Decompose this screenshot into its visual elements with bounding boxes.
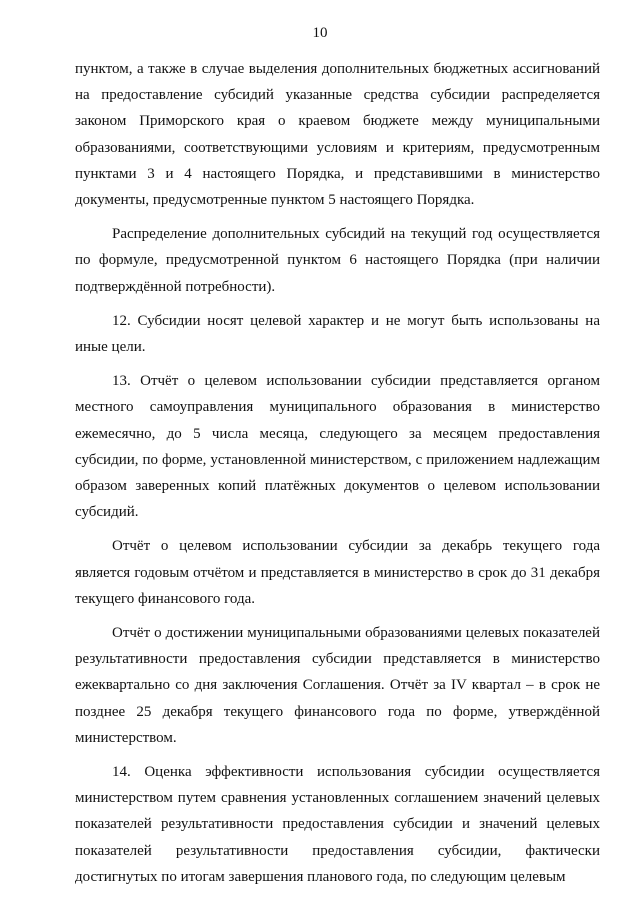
paragraph-annual-report: Отчёт о целевом использовании субсидии за декабрь текущего года является годовым отчётом и представляется в министерство в срок до 31 декабря текущего финансового года. [75, 538, 600, 607]
document-body [75, 56, 600, 890]
paragraph-item-12: 12. Субсидии носят целевой характер и не могут быть использованы на иные цели. [75, 312, 600, 356]
paragraph-item-13: 13. Отчёт о целевом использовании субсидии представляется органом местного самоуправления муниципального образования в министерство ежемесячно, до 5 числа месяца, следующего за месяцем предоставления субсидии, по форме, установленной министерством, с приложением надлежащим образом заверенных копий платёжных документов о целевом использовании субсидий. [75, 373, 600, 521]
paragraph-item-14: 14. Оценка эффективности использования субсидии осуществляется министерством путем сравнения установленных соглашением значений целевых показателей результативности предоставления субсидии и значений целевых показателей результативности предоставления субсидии, фактически достигнутых по итогам завершения планового года, по следующим целевым [75, 764, 600, 885]
paragraph-distribution: Распределение дополнительных субсидий на текущий год осуществляется по формуле, предусмотренной пунктом 6 настоящего Порядка (при наличии подтверждённой потребности). [75, 226, 600, 295]
paragraph-performance-report: Отчёт о достижении муниципальными образованиями целевых показателей результативности предоставления субсидии представляется в министерство ежеквартально со дня заключения Соглашения. Отчёт за IV квартал – в срок не позднее 25 декабря текущего финансового года по форме, утверждённой министерством. [75, 625, 600, 746]
page-number: 10 [312, 25, 328, 41]
paragraph-continuation: пунктом, а также в случае выделения дополнительных бюджетных ассигнований на предоставление субсидий указанные средства субсидии распределяется законом Приморского края о краевом бюджете между муниципальными образованиями, соответствующими условиям и критериям, предусмотренным пунктами 3 и 4 настоящего Порядка, и представившими в министерство документы, предусмотренные пунктом 5 настоящего Порядка. [75, 61, 600, 209]
